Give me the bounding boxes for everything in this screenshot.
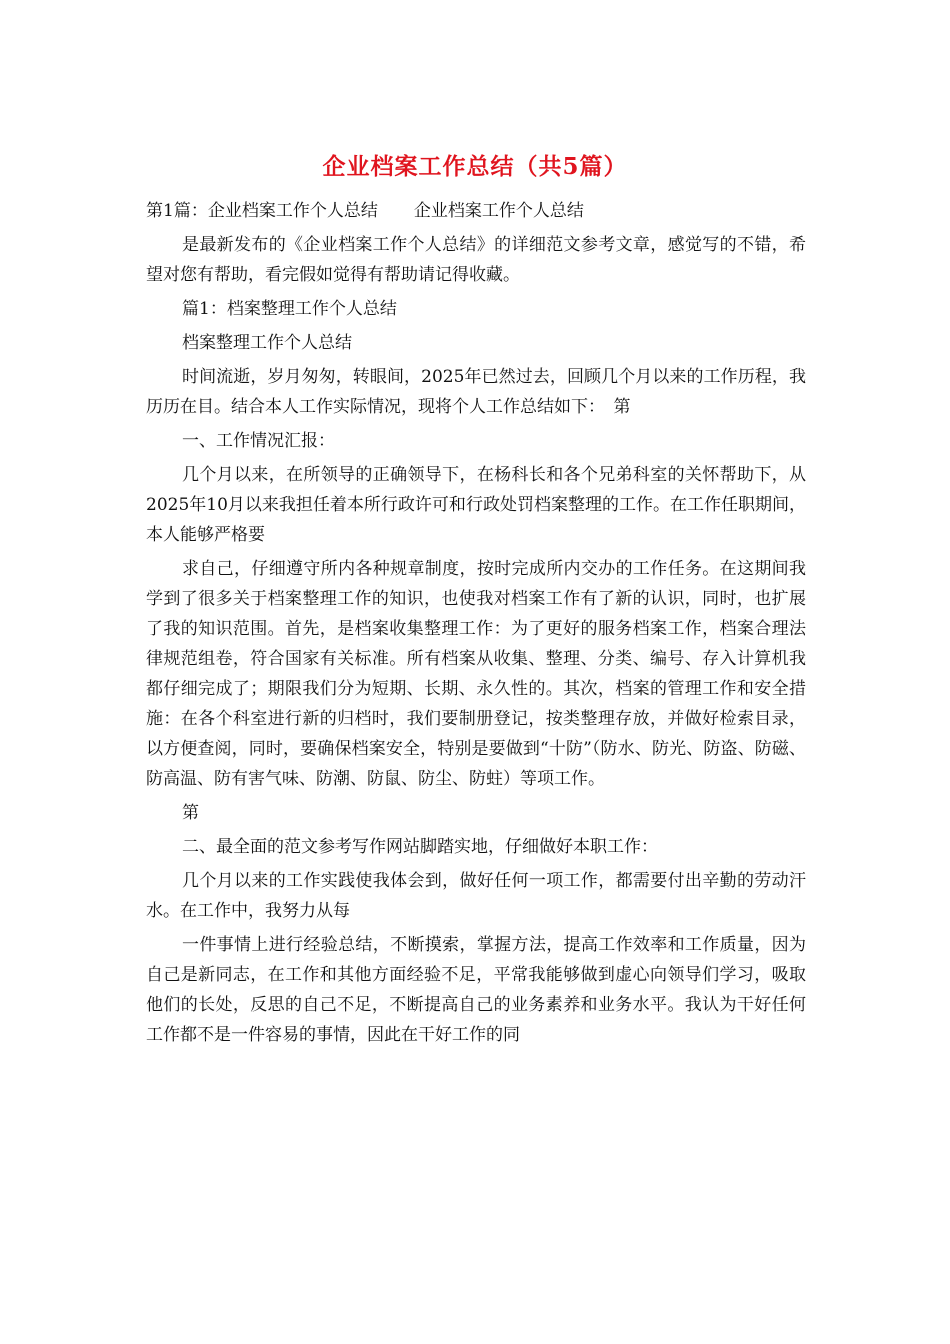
section-heading (146, 196, 806, 226)
section-heading-part2: 企业档案工作个人总结 (413, 201, 584, 221)
paragraph: 第 (182, 803, 199, 823)
paragraph: 篇1：档案整理工作个人总结 (182, 299, 397, 319)
paragraph: 时间流逝，岁月匆匆，转眼间，2025年已然过去，回顾几个月以来的工作历程，我历历在目。结合本人工作实际情况，现将个人工作总结如下： 第 (146, 367, 806, 417)
paragraph: 是最新发布的《企业档案工作个人总结》的详细范文参考文章，感觉写的不错，希望对您有帮助，看完假如觉得有帮助请记得收藏。 (146, 235, 806, 285)
paragraph: 一、工作情况汇报： (182, 431, 335, 451)
paragraph: 求自己，仔细遵守所内各种规章制度，按时完成所内交办的工作任务。在这期间我学到了很多关于档案整理工作的知识，也使我对档案工作有了新的认识，同时，也扩展了我的知识范围。首先，是档案收集整理工作：为了更好的服务档案工作，档案合理法律规范组卷，符合国家有关标准。所有档案从收集、整理、分类、编号、存入计算机我都仔细完成了；期限我们分为短期、长期、永久性的。其次，档案的管理工作和安全措施：在各个科室进行新的归档时，我们要制册登记，按类整理存放，并做好检索目录，以方便查阅，同时，要确保档案安全，特别是要做到“十防”（防水、防光、防盗、防磁、防高温、防有害气味、防潮、防鼠、防尘、防蛀）等项工作。 (146, 559, 806, 789)
paragraph: 几个月以来的工作实践使我体会到，做好任何一项工作，都需要付出辛勤的劳动汗水。在工作中，我努力从每 (146, 871, 806, 921)
paragraph: 一件事情上进行经验总结，不断摸索，掌握方法，提高工作效率和工作质量，因为自己是新同志，在工作和其他方面经验不足，平常我能够做到虚心向领导们学习，吸取他们的长处，反思的自己不足，不断提高自己的业务素养和业务水平。我认为干好任何工作都不是一件容易的事情，因此在干好工作的同 (146, 935, 806, 1045)
paragraph: 档案整理工作个人总结 (182, 333, 352, 353)
paragraph: 二、最全面的范文参考写作网站脚踏实地，仔细做好本职工作： (182, 837, 658, 857)
paragraph: 几个月以来，在所领导的正确领导下，在杨科长和各个兄弟科室的关怀帮助下，从2025年10月以来我担任着本所行政许可和行政处罚档案整理的工作。在工作任职期间，本人能够严格要 (146, 465, 806, 545)
document-title: 企业档案工作总结（共5篇） (322, 153, 628, 180)
section-heading-part1: 第1篇：企业档案工作个人总结 (146, 201, 378, 221)
document-body (146, 196, 806, 1054)
